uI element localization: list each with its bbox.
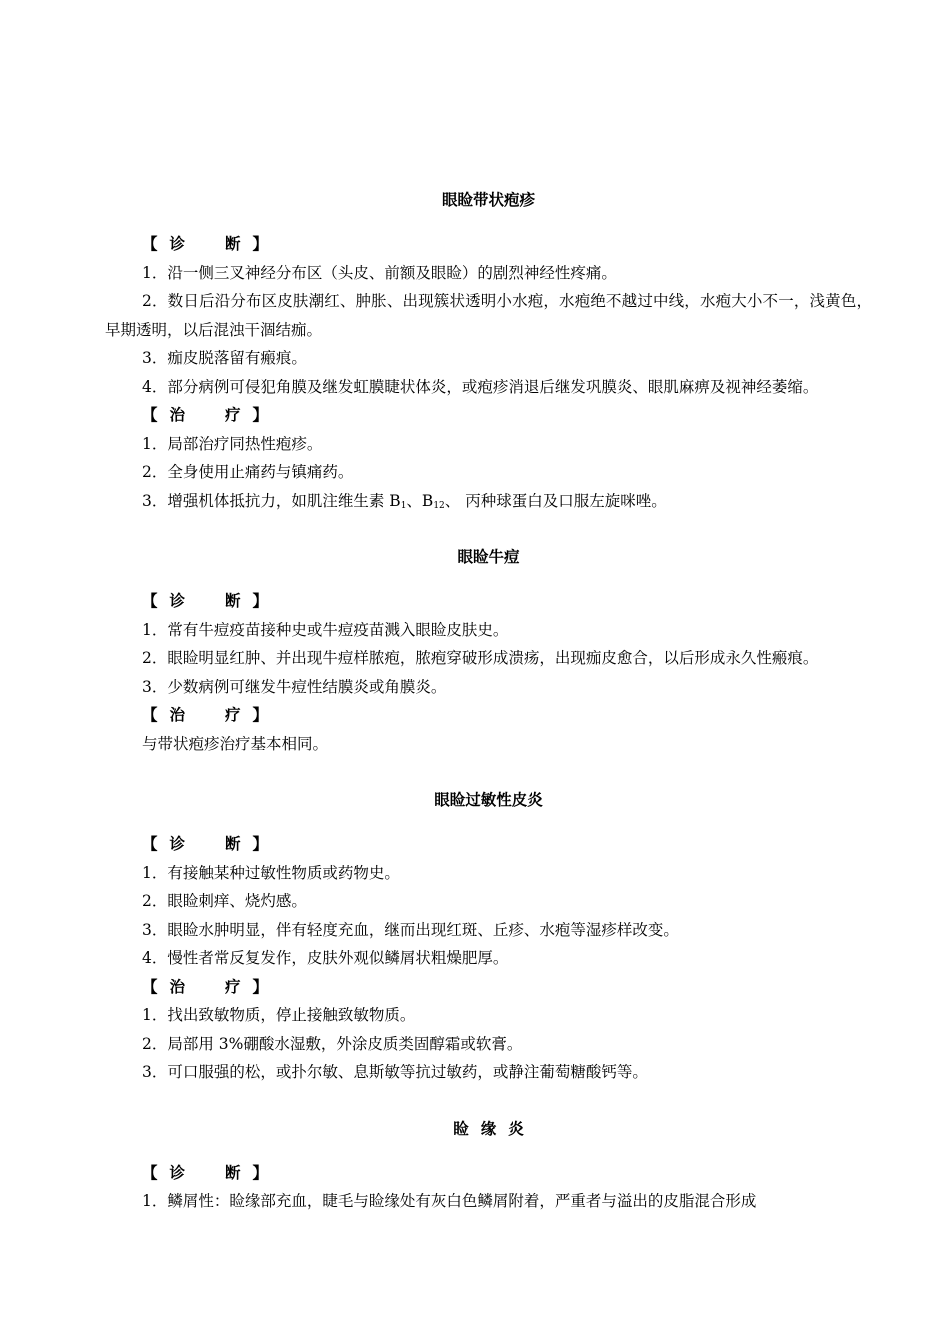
close-bracket: 】 (252, 235, 269, 253)
heading-char: 断 (225, 592, 241, 610)
list-item: 1．找出致敏物质，停止接触致敏物质。 (142, 1006, 416, 1024)
list-item: 3．少数病例可继发牛痘性结膜炎或角膜炎。 (142, 677, 447, 696)
section-blepharitis (105, 1115, 872, 1216)
list-item: 1．常有牛痘疫苗接种史或牛痘疫苗溅入眼睑皮肤史。 (142, 620, 509, 639)
list-item: 4．慢性者常反复发作，皮肤外观似鳞屑状粗燥肥厚。 (142, 949, 509, 967)
diagnosis-heading (105, 587, 872, 616)
treatment-heading (105, 973, 872, 1002)
subscript: 12 (433, 500, 445, 511)
list-item: 2．眼睑明显红肿、并出现牛痘样脓疱，脓疱穿破形成溃疡，出现痂皮愈合，以后形成永久性瘢痕。 (142, 649, 819, 667)
list-item: 1．鳞屑性：睑缘部充血，睫毛与睑缘处有灰白色鳞屑附着，严重者与溢出的皮脂混合形成 (142, 1192, 757, 1210)
list-item: 3．眼睑水肿明显，伴有轻度充血，继而出现红斑、丘疹、水疱等湿疹样改变。 (142, 920, 679, 939)
heading-char: 诊 (169, 592, 186, 610)
close-bracket: 】 (252, 406, 269, 424)
list-item: 2．眼睑刺痒、烧灼感。 (142, 892, 307, 910)
list-item: 2．数日后沿分布区皮肤潮红、肿胀、出现簇状透明小水疱，水疱绝不越过中线，水疱大小不一，浅黄色，早期透明，以后混浊干涸结痂。 (105, 292, 872, 339)
list-item: 与带状疱疹治疗基本相同。 (142, 734, 329, 753)
close-bracket: 】 (252, 592, 269, 610)
list-item: 1．沿一侧三叉神经分布区（头皮、前额及眼睑）的剧烈神经性疼痛。 (142, 263, 617, 282)
heading-char: 疗 (225, 406, 241, 424)
section-title: 眼睑牛痘 (457, 548, 520, 566)
section-vaccinia (105, 543, 872, 758)
close-bracket: 】 (252, 977, 269, 996)
list-item: 1．有接触某种过敏性物质或药物史。 (142, 863, 400, 882)
heading-char: 疗 (225, 977, 241, 996)
list-item: 3．痂皮脱落留有瘢痕。 (142, 349, 307, 367)
open-bracket: 【 (142, 235, 158, 253)
text-part: 、B (406, 491, 434, 510)
open-bracket: 【 (142, 1163, 158, 1182)
heading-char: 诊 (169, 1163, 186, 1182)
open-bracket: 【 (142, 835, 158, 853)
heading-char: 治 (169, 406, 186, 424)
list-item: 4．部分病例可侵犯角膜及继发虹膜睫状体炎，或疱疹消退后继发巩膜炎、眼肌麻痹及视神经萎缩。 (142, 377, 819, 396)
section-herpes-zoster (105, 186, 872, 515)
section-title: 眼睑带状疱疹 (441, 191, 535, 209)
heading-char: 断 (225, 835, 241, 853)
heading-char: 断 (225, 235, 241, 253)
list-item: 1．局部治疗同热性疱疹。 (142, 434, 323, 453)
text-part: 3．增强机体抵抗力，如肌注维生素 B (142, 491, 401, 510)
list-item: 3．可口服强的松，或扑尔敏、息斯敏等抗过敏药，或静注葡萄糖酸钙等。 (142, 1063, 648, 1081)
document-page (105, 186, 872, 1216)
open-bracket: 【 (142, 406, 158, 424)
diagnosis-heading (105, 230, 872, 259)
heading-char: 诊 (169, 835, 186, 853)
section-title: 睑缘炎 (453, 1119, 536, 1138)
open-bracket: 【 (142, 706, 158, 724)
section-allergic-dermatitis (105, 786, 872, 1087)
heading-char: 疗 (225, 706, 241, 724)
heading-char: 断 (225, 1163, 241, 1182)
text-part: 、 丙种球蛋白及口服左旋咪唑。 (444, 491, 667, 510)
list-item: 2．全身使用止痛药与镇痛药。 (142, 463, 354, 481)
subscript: 1 (400, 500, 407, 511)
close-bracket: 】 (252, 835, 269, 853)
section-title: 眼睑过敏性皮炎 (434, 791, 543, 809)
diagnosis-heading (105, 1159, 872, 1188)
heading-char: 治 (169, 977, 186, 996)
list-item (105, 487, 872, 516)
open-bracket: 【 (142, 977, 158, 996)
list-item: 2．局部用 3%硼酸水湿敷，外涂皮质类固醇霜或软膏。 (142, 1034, 523, 1053)
diagnosis-heading (105, 830, 872, 859)
close-bracket: 】 (252, 706, 269, 724)
treatment-heading (105, 401, 872, 430)
close-bracket: 】 (252, 1163, 269, 1182)
treatment-heading (105, 701, 872, 730)
open-bracket: 【 (142, 592, 158, 610)
heading-char: 诊 (169, 235, 186, 253)
heading-char: 治 (169, 706, 186, 724)
